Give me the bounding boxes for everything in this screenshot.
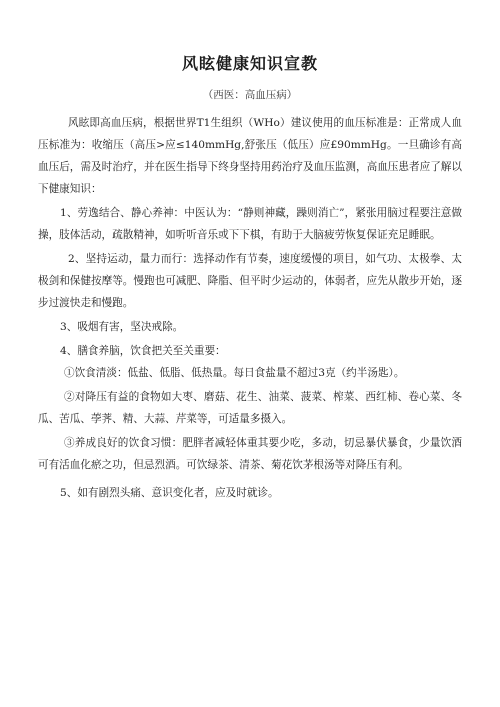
- item-3-paragraph: 3、吸烟有害，坚决戒除。: [60, 321, 184, 333]
- item-5-paragraph: 5、如有剧烈头痛、意识变化者，应及时就诊。: [60, 487, 279, 499]
- item-4-1-paragraph: ①饮食清淡：低盐、低脂、低热量。每日食盐量不超过3克（约半汤匙）。: [64, 367, 405, 379]
- document-subtitle: （西医：高血压病）: [202, 89, 298, 101]
- item-4-3-paragraph: ③养成良好的饮食习惯：肥胖者减轻体重其要少吃，多动，切忌暴伏暴食，少量饮酒可有活血化瘀之功，但忌烈酒。可饮绿茶、清茶、菊花饮茅根汤等对降压有利。: [38, 437, 462, 471]
- intro-paragraph: 风眩即高血压病，根据世界T1生组织（WHo）建议使用的血压标准是：正常成人血压标准为：收缩压（高压>应≤140mmHg,舒张压（低压）应£90mmHg。一旦确诊有高血压后，需及时治疗，并在医生指导下终身坚持用药治疗及血压监测，高血压患者应了解以下健康知识：: [38, 117, 462, 195]
- document-title: 风眩健康知识宣教: [181, 54, 318, 73]
- item-1-paragraph: 1、劳逸结合、静心养神：中医认为：“静则神藏，躁则消亡”，紧张用脑过程要注意做操，肢体活动，疏散精神，如听听音乐或下下棋，有助于大脑疲劳恢复保证充足睡眠。: [38, 207, 462, 241]
- item-4-paragraph: 4、膳食养脑，饮食把关至关重要：: [60, 345, 226, 357]
- item-2-paragraph: 2、坚持运动，量力而行：选择动作有节奏，速度缓慢的项目，如气功、太极拳、太极剑和保健按摩等。慢跑也可减肥、降脂、但平时少运动的，体弱者，应先从散步开始，逐步过渡快走和慢跑。: [38, 253, 462, 309]
- item-4-2-paragraph: ②对降压有益的食物如大枣、磨菇、花生、油菜、菠菜、榨菜、西红柿、卷心菜、冬瓜、苦瓜、荸荠、精、大蒜、芹菜等，可适量多摄入。: [38, 391, 462, 425]
